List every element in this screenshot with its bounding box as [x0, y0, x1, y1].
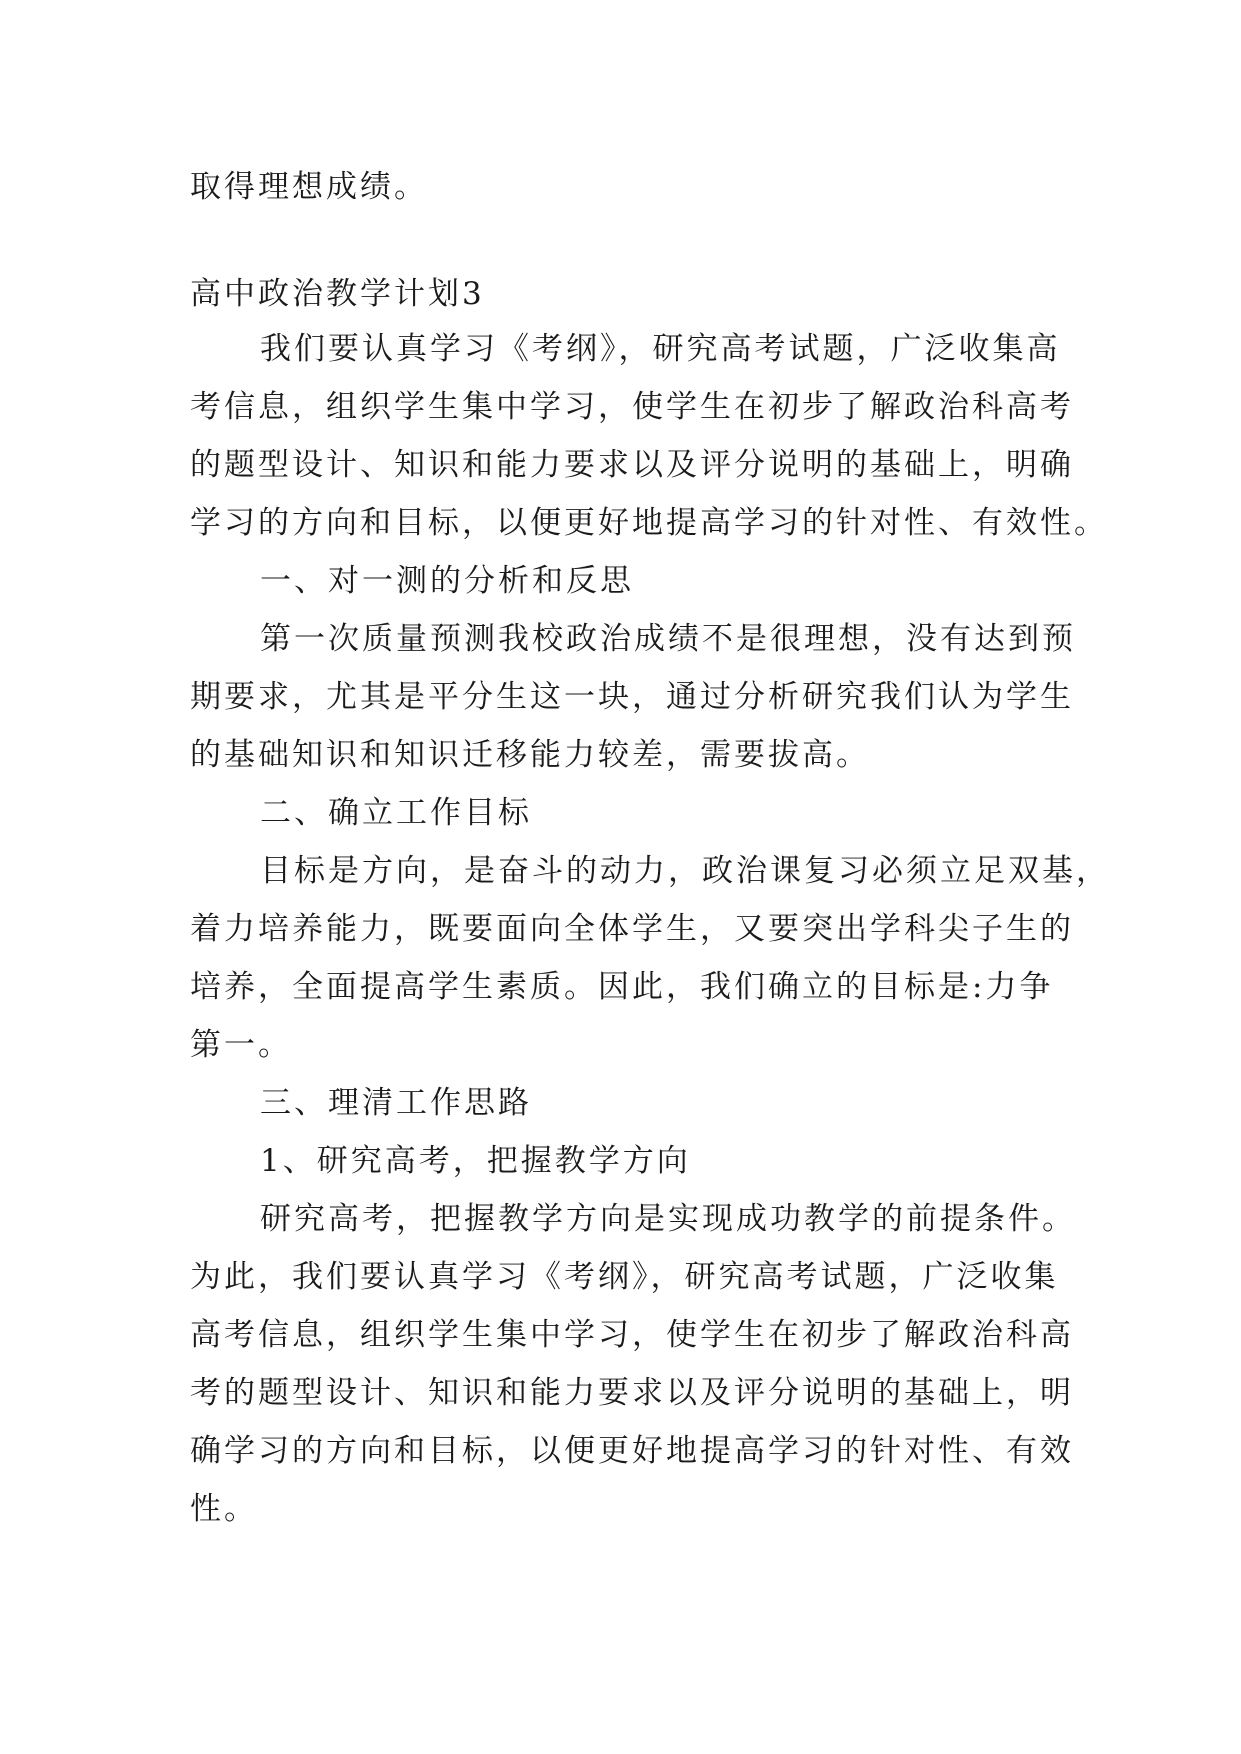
paragraph-line: 培养，全面提高学生素质。因此，我们确立的目标是:力争	[190, 969, 1054, 1005]
paragraph-line: 高考信息，组织学生集中学习，使学生在初步了解政治科高	[190, 1317, 1074, 1353]
paragraph-line: 第一次质量预测我校政治成绩不是很理想，没有达到预	[260, 621, 1076, 657]
paragraph-line: 着力培养能力，既要面向全体学生，又要突出学科尖子生的	[190, 911, 1074, 947]
paragraph-line: 学习的方向和目标，以便更好地提高学习的针对性、有效性。	[190, 505, 1108, 541]
paragraph-line: 期要求，尤其是平分生这一块，通过分析研究我们认为学生	[190, 679, 1074, 715]
paragraph-line: 研究高考，把握教学方向是实现成功教学的前提条件。	[260, 1201, 1076, 1237]
paragraph-line: 的题型设计、知识和能力要求以及评分说明的基础上，明确	[190, 447, 1074, 483]
text-line-continuation: 取得理想成绩。	[190, 169, 428, 205]
paragraph-line: 确学习的方向和目标，以便更好地提高学习的针对性、有效	[190, 1433, 1074, 1469]
paragraph-line: 性。	[190, 1491, 258, 1527]
paragraph-line: 考的题型设计、知识和能力要求以及评分说明的基础上，明	[190, 1375, 1074, 1411]
subheading-approach: 三、理清工作思路	[260, 1085, 532, 1121]
paragraph-line: 为此，我们要认真学习《考纲》，研究高考试题，广泛收集	[190, 1259, 1059, 1295]
document-body	[190, 158, 1110, 1538]
section-title: 高中政治教学计划3	[190, 276, 485, 312]
paragraph-line: 第一。	[190, 1027, 292, 1063]
paragraph-line: 的基础知识和知识迁移能力较差，需要拔高。	[190, 737, 870, 773]
paragraph-line: 我们要认真学习《考纲》，研究高考试题，广泛收集高	[260, 331, 1061, 367]
subheading-research: 1、研究高考，把握教学方向	[260, 1143, 691, 1179]
paragraph-line: 考信息，组织学生集中学习，使学生在初步了解政治科高考	[190, 389, 1074, 425]
paragraph-line: 目标是方向，是奋斗的动力，政治课复习必须立足双基，	[260, 853, 1110, 889]
subheading-goals: 二、确立工作目标	[260, 795, 532, 831]
subheading-analysis: 一、对一测的分析和反思	[260, 563, 634, 599]
